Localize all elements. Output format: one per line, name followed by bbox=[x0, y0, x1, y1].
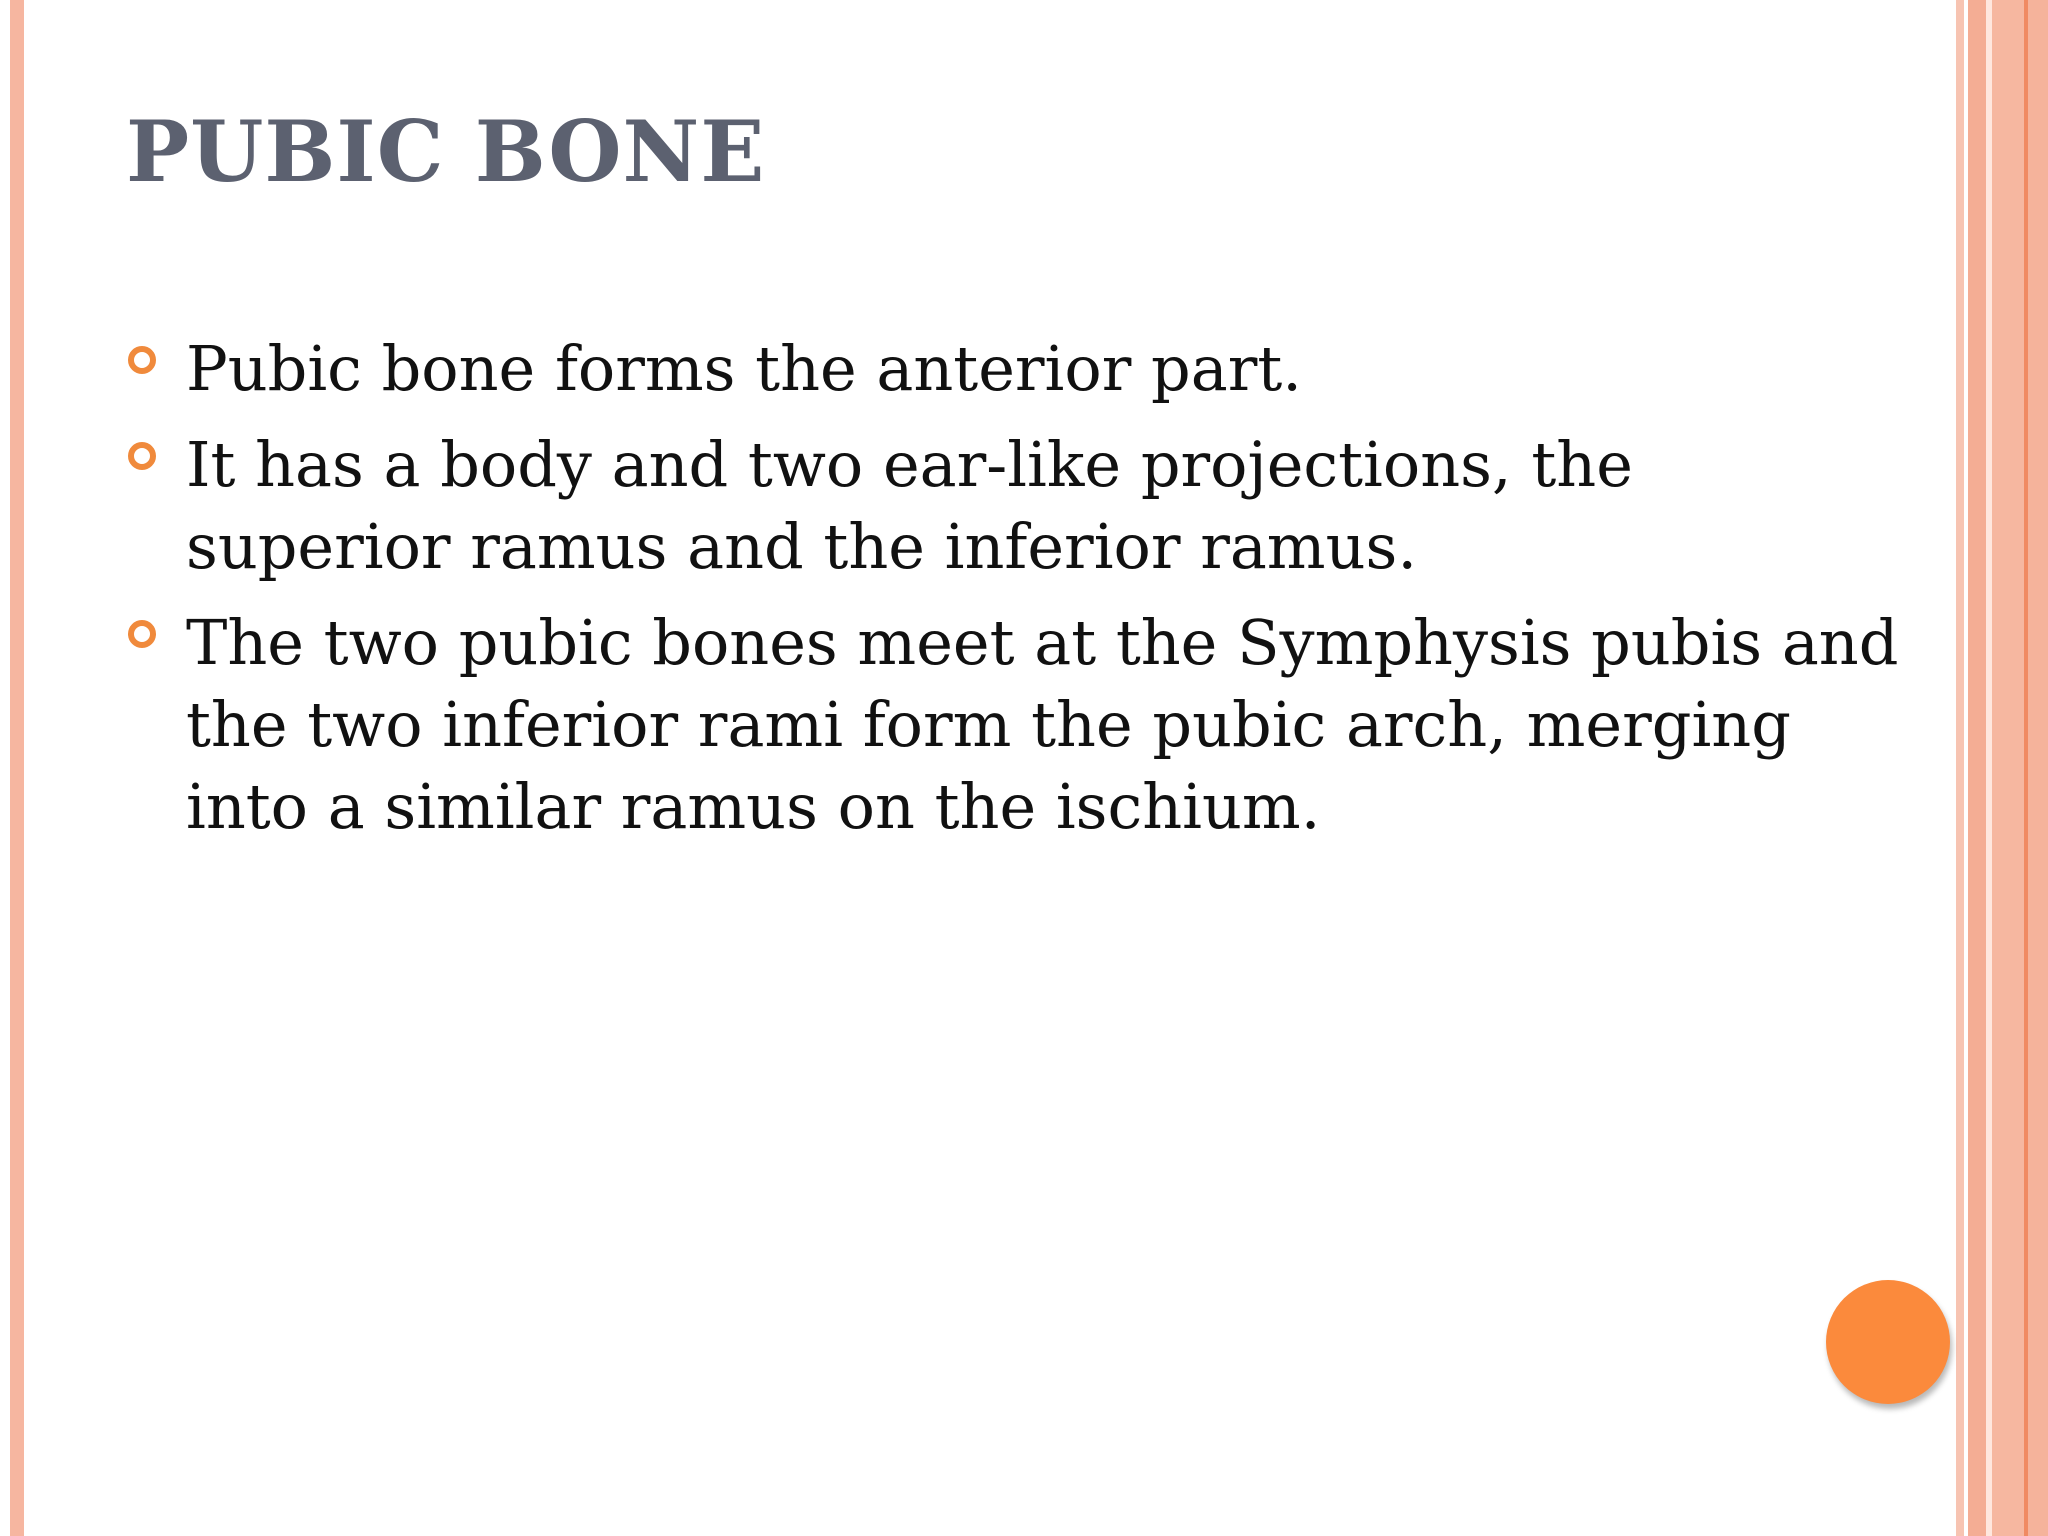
right-stripe bbox=[2028, 0, 2048, 1536]
right-stripe bbox=[1956, 0, 1964, 1536]
right-border-stripes bbox=[1956, 0, 2048, 1536]
orange-circle-decoration bbox=[1826, 1280, 1950, 1404]
bullet-text: Pubic bone forms the anterior part. bbox=[186, 332, 1302, 405]
right-stripe bbox=[1968, 0, 1986, 1536]
bullet-list bbox=[126, 328, 1906, 862]
bullet-item bbox=[126, 424, 1906, 588]
ring-bullet-icon bbox=[128, 442, 156, 470]
slide-title: PUBIC BONE bbox=[126, 102, 766, 201]
ring-bullet-icon bbox=[128, 620, 156, 648]
bullet-text: It has a body and two ear-like projections, the superior ramus and the inferior ramus. bbox=[186, 428, 1633, 583]
bullet-item bbox=[126, 602, 1906, 848]
ring-bullet-icon bbox=[128, 346, 156, 374]
bullet-text: The two pubic bones meet at the Symphysis pubis and the two inferior rami form the pubic arch, merging into a similar ramus on the ischium. bbox=[186, 606, 1899, 843]
right-stripe bbox=[1992, 0, 2024, 1536]
bullet-item bbox=[126, 328, 1906, 410]
left-border-stripe bbox=[10, 0, 24, 1536]
